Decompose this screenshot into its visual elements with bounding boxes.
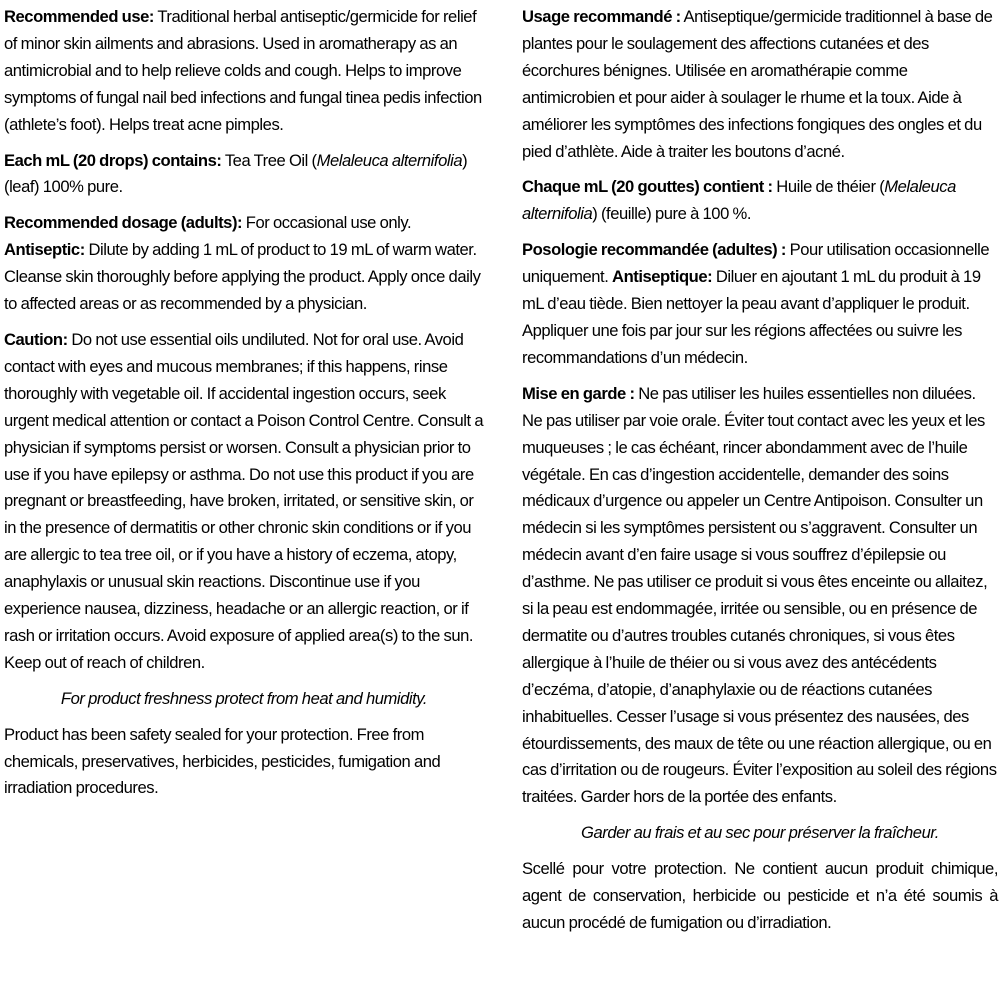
antiseptique-label: Antiseptique:: [612, 267, 713, 287]
fraicheur-note: Garder au frais et au sec pour préserver la fraîcheur.: [581, 823, 939, 843]
mise-en-garde-label: Mise en garde :: [522, 383, 635, 403]
nom-latin: Melaleuca alternifolia: [522, 177, 956, 224]
recommended-use-paragraph: [4, 4, 484, 139]
usage-recommande-paragraph: [522, 4, 998, 165]
recommended-use-text: Traditional herbal antiseptic/germicide for relief of minor skin ailments and abrasions. Used in aromatherapy as an antimicrobial and to help relieve colds and cough. Helps to improve symptoms of fungal nail bed infections and fungal tinea pedis infection (athlete’s foot). Helps treat acne pimples.: [4, 7, 482, 134]
antiseptic-label: Antiseptic:: [4, 240, 85, 260]
contains-paragraph: [4, 148, 484, 202]
freshness-note: For product freshness protect from heat and humidity.: [60, 688, 428, 708]
dosage-paragraph: [4, 210, 484, 318]
dosage-text-a: For occasional use only.: [242, 213, 412, 233]
posologie-label: Posologie recommandée (adultes) :: [522, 240, 786, 260]
usage-recommande-label: Usage recommandé :: [522, 7, 681, 26]
contient-text-a: Huile de théier (: [772, 177, 885, 197]
contains-label: Each mL (20 drops) contains:: [4, 150, 222, 170]
contient-paragraph: [522, 174, 998, 228]
sealed-paragraph: Product has been safety sealed for your protection. Free from chemicals, preservatives, herbicides, pesticides, fumigation and irradiation procedures.: [4, 724, 441, 798]
posologie-text-a: Pour utilisation occasionnelle uniquement.: [522, 240, 990, 287]
contains-text-b: ) (leaf) 100% pure.: [4, 150, 468, 197]
french-column: [522, 4, 998, 946]
contient-label: Chaque mL (20 gouttes) contient :: [522, 177, 773, 197]
dosage-text-b: Dilute by adding 1 mL of product to 19 mL of warm water. Cleanse skin thoroughly before applying the product. Apply once daily to affected areas or as recommended by a physician.: [4, 240, 481, 314]
latin-name: Melaleuca alternifolia: [316, 150, 463, 170]
dosage-label: Recommended dosage (adults):: [4, 213, 243, 233]
contient-text-b: ) (feuille) pure à 100 %.: [592, 204, 751, 224]
caution-label: Caution:: [4, 329, 68, 349]
posologie-paragraph: [522, 237, 998, 372]
usage-recommande-text: Antiseptique/germicide traditionnel à base de plantes pour le soulagement des affections cutanées et des écorchures bénignes. Utilisée en aromathérapie comme antimicrobien et pour aider à soulager le rhume et la toux. Aide à améliorer les symptômes des infections fongiques des ongles et du pied d’athlète. Aide à traiter les boutons d’acné.: [522, 7, 993, 161]
caution-text: Do not use essential oils undiluted. Not for oral use. Avoid contact with eyes and mucous membranes; if this happens, rinse thoroughly with vegetable oil. If accidental ingestion occurs, seek urgent medical attention or contact a Poison Control Centre. Consult a physician if symptoms persist or worsen. Consult a physician prior to use if you have epilepsy or asthma. Do not use this product if you are pregnant or breastfeeding, have broken, irritated, or sensitive skin, or in the presence of dermatitis or other chronic skin conditions or if you are allergic to tea tree oil, or if you have a history of eczema, atopy, anaphylaxis or unusual skin reactions. Discontinue use if you experience nausea, dizziness, headache or an allergic reaction, or if rash or irritation occurs. Avoid exposure of applied area(s) to the sun. Keep out of reach of children.: [4, 329, 484, 672]
contains-text-a: Tea Tree Oil (: [221, 150, 317, 170]
posologie-text-b: Diluer en ajoutant 1 mL du produit à 19 mL d’eau tiède. Bien nettoyer la peau avant d’appliquer le produit. Appliquer une fois par jour sur les régions affectées ou suivre les recommandations d’un médecin.: [522, 267, 981, 367]
recommended-use-label: Recommended use:: [4, 7, 154, 26]
scelle-paragraph: Scellé pour votre protection. Ne contient aucun produit chimique, agent de conservation, herbicide ou pesticide et n’a été soumis à aucun procédé de fumigation ou d’irradiation.: [522, 859, 998, 932]
mise-en-garde-paragraph: [522, 381, 998, 812]
caution-paragraph: [4, 327, 484, 677]
english-column: [4, 4, 484, 811]
mise-en-garde-text: Ne pas utiliser les huiles essentielles non diluées. Ne pas utiliser par voie orale. Éviter tout contact avec les yeux et les muqueuses ; le cas échéant, rincer abondamment avec de l’huile végétale. En cas d’ingestion accidentelle, demander des soins médicaux d’urgence ou appeler un Centre Antipoison. Consulter un médecin si les symptômes persistent ou s’aggravent. Consulter un médecin avant d’en faire usage si vous souffrez d’épilepsie ou d’asthme. Ne pas utiliser ce produit si vous êtes enceinte ou allaitez, si la peau est endommagée, irritée ou sensible, ou en présence de dermatite ou d’autres troubles cutanés chroniques, si vous êtes allergique à l’huile de théier ou si vous avez des antécédents d’eczéma, d’atopie, d’anaphylaxie ou de réactions cutanées inhabituelles. Cesser l’usage si vous présentez des nausées, des étourdissements, des maux de tête ou une réaction allergique, ou en cas d’irritation ou de rougeurs. Éviter l’exposition au soleil des régions traitées. Garder hors de la portée des enfants.: [522, 383, 997, 807]
